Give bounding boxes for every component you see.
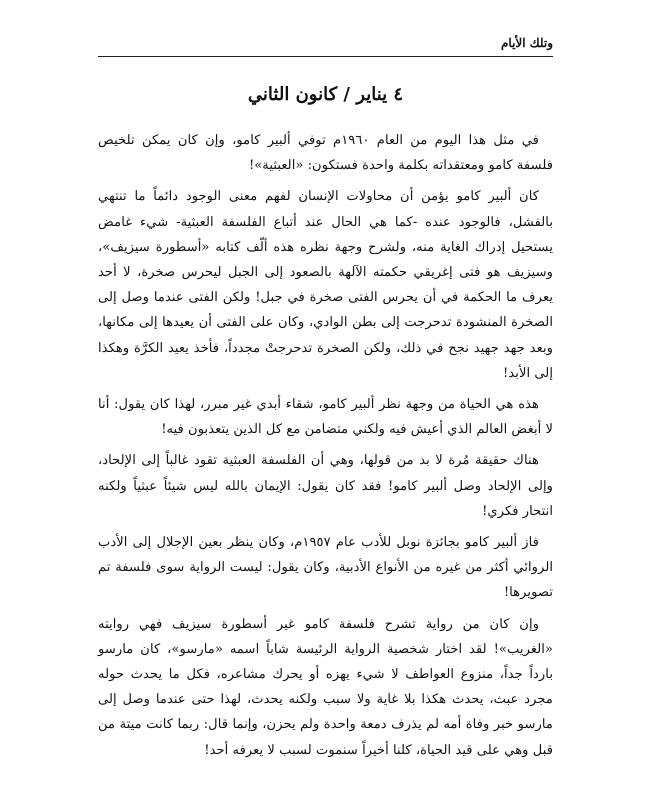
running-title: وتلك الأيام: [500, 36, 553, 50]
paragraph: هناك حقيقة مُرة لا بد من قولها، وهي أن الفلسفة العبثية تقود غالباً إلى الإلحاد، وإلى الإلحاد وصل ألبير كامو! فقد كان يقول: الإيمان بالله ليس شيئاً عبثياً ولكنه انتحار فكري!: [98, 453, 553, 519]
chapter-title: ٤ يناير / كانون الثاني: [247, 84, 404, 105]
paragraph: وإن كان من رواية تشرح فلسفة كامو غير أسطورة سيزيف فهي روايته «الغريب»! لقد اختار شخصية الرواية الرئيسة شاباً اسمه «مارسو»، كان مارسو بارداً جداً، منزوع العواطف لا شيء يهزه أو يحرك مشاعره، فكل ما يحدث حوله مجرد عبث، يحدث هكذا بلا غاية ولا سبب ولكنه يحدث، لهذا حتى عندما وصل إلى مارسو خبر وفاة أمه لم يذرف دمعة واحدة ولم يحزن، وإنما قال: ربما كانت ميتة من قبل وهي على قيد الحياة، كلنا أخيراً سنموت لسبب لا يعرفه أحد!: [98, 616, 553, 758]
paragraph: هذه هي الحياة من وجهة نظر ألبير كامو، شقاء أبدي غير مبرر، لهذا كان يقول: أنا لا أبغض العالم الذي أعيش فيه ولكني متضامن مع كل الذين يتعذبون فيه!: [98, 397, 553, 438]
running-header: [98, 30, 553, 57]
body-text: [98, 128, 553, 769]
paragraph: فاز ألبير كامو بجائزة نوبل للأدب عام ١٩٥٧م، وكان ينظر بعين الإجلال إلى الأدب الروائي أكثر من غيره من الأنواع الأدبية، وكان يقول: ليست الرواية سوى فلسفة تم تصويرها!: [98, 535, 553, 601]
paragraph: في مثل هذا اليوم من العام ١٩٦٠م توفي ألبير كامو، وإن كان يمكن تلخيص فلسفة كامو ومعتقداته بكلمة واحدة فستكون: «العبثية»!: [98, 133, 553, 174]
paragraph: كان ألبير كامو يؤمن أن محاولات الإنسان لفهم معنى الوجود دائماً ما تنتهي بالفشل، فالوجود عنده -كما هي الحال عند أتباع الفلسفة العبثية- شيء غامض يستحيل إدراك الغاية منه، ولشرح وجهة نظره هذه ألّف كتابه «أسطورة سيزيف»، وسيزيف هو فتى إغريقي حكمته الآلهة بالصعود إلى الجبل ليحرس صخرة، لا أحد يعرف ما الحكمة في أن يحرس الفتى صخرة في جبل! ولكن الفتى عندما وصل إلى الصخرة المنشودة تدحرجت إلى بطن الوادي، وكان على الفتى أن يعيدها إلى مكانها، وبعد جهد جهيد نجح في ذلك، ولكن الصخرة تدحرجتْ مجدداً، فأخذ يعيد الكرَّة وهكذا إلى الأبد!: [98, 189, 553, 381]
